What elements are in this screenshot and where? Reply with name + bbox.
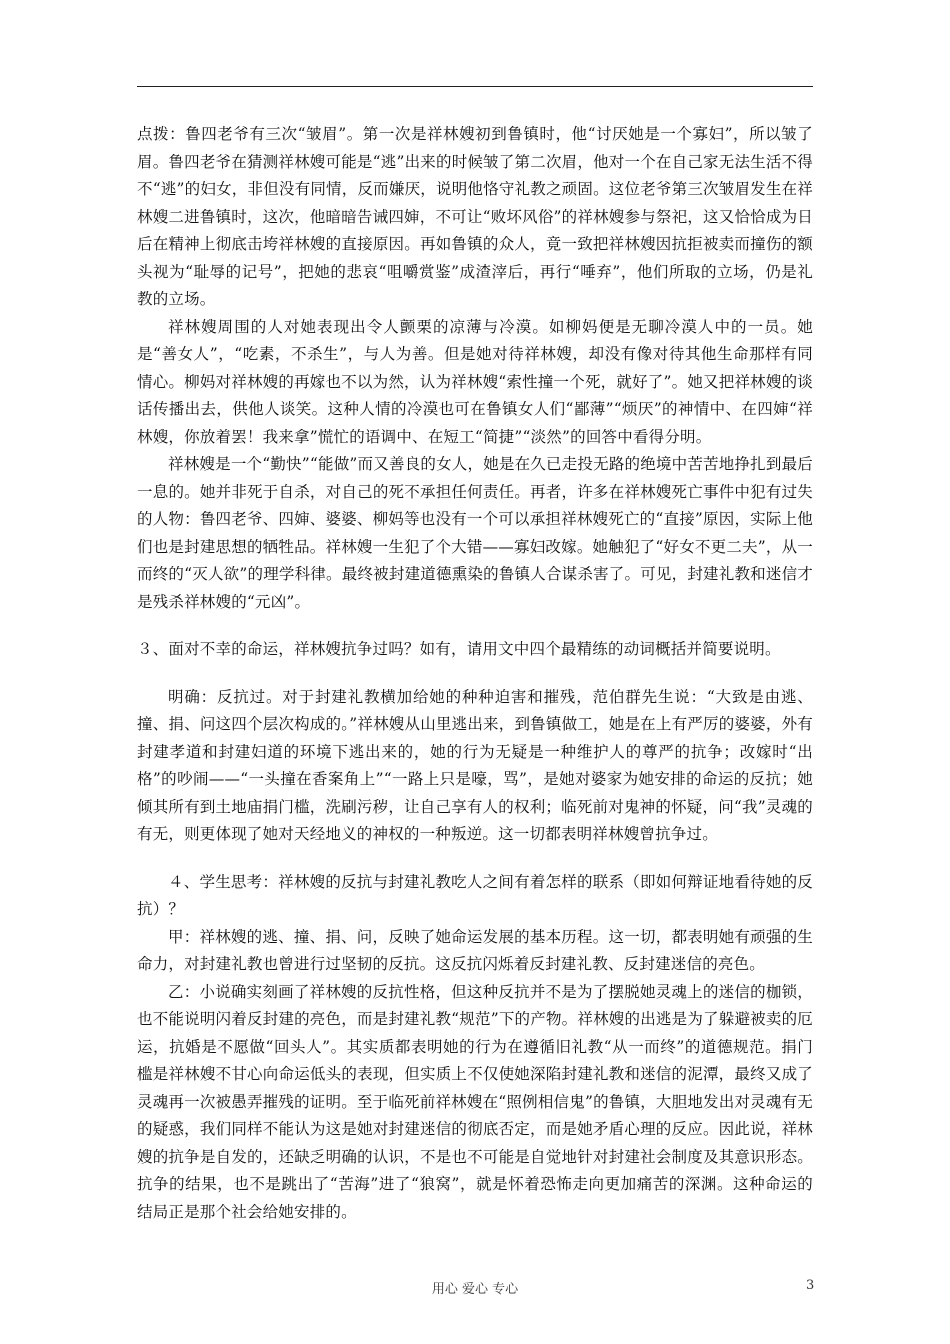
answer-4-a: 甲：祥林嫂的逃、撞、捐、问，反映了她命运发展的基本历程。这一切，都表明她有顽强的生命力，对封建礼教也曾进行过坚韧的反抗。这反抗闪烁着反封建礼教、反封建迷信的亮色。 xyxy=(137,927,813,973)
document-body xyxy=(137,121,813,1226)
question-3: ３、面对不幸的命运，祥林嫂抗争过吗？如有，请用文中四个最精练的动词概括并简要说明。 xyxy=(137,640,781,658)
header-rule xyxy=(137,86,813,87)
page-number: 3 xyxy=(806,1278,815,1293)
footer-slogan: 用心 爱心 专心 xyxy=(431,1282,519,1297)
paragraph-coldness: 祥林嫂周围的人对她表现出令人颤栗的凉薄与冷漠。如柳妈便是无聊冷漠人中的一员。她是“善女人”，“吃素，不杀生”，与人为善。但是她对待祥林嫂，却没有像对待其他生命那样有同情心。柳妈对祥林嫂的再嫁也不以为然，认为祥林嫂“索性撞一个死，就好了”。她又把祥林嫂的谈话传播出去，供他人谈笑。这种人情的冷漠也可在鲁镇女人们“鄙薄”“烦厌”的神情中、在四婶“祥林嫂，你放着罢！我来拿”慌忙的语调中、在短工“简捷”“淡然”的回答中看得分明。 xyxy=(137,317,813,446)
question-4: ４、学生思考：祥林嫂的反抗与封建礼教吃人之间有着怎样的联系（即如何辩证地看待她的反抗）？ xyxy=(137,872,813,918)
paragraph-commentary: 点拨：鲁四老爷有三次“皱眉”。第一次是祥林嫂初到鲁镇时，他“讨厌她是一个寡妇”，所以皱了眉。鲁四老爷在猜测祥林嫂可能是“逃”出来的时候皱了第二次眉，他对一个在自己家无法生活不得不“逃”的妇女，非但没有同情，反而嫌厌，说明他恪守礼教之顽固。这位老爷第三次皱眉发生在祥林嫂二进鲁镇时，这次，他暗暗告诫四婶，不可让“败坏风俗”的祥林嫂参与祭祀，这又恰恰成为日后在精神上彻底击垮祥林嫂的直接原因。再如鲁镇的众人，竟一致把祥林嫂因抗拒被卖而撞伤的额头视为“耻辱的记号”，把她的悲哀“咀嚼赏鉴”成渣滓后，再行“唾弃”，他们所取的立场，仍是礼教的立场。 xyxy=(137,125,813,308)
answer-4-b: 乙：小说确实刻画了祥林嫂的反抗性格，但这种反抗并不是为了摆脱她灵魂上的迷信的枷锁，也不能说明闪着反封建的亮色，而是封建礼教“规范”下的产物。祥林嫂的出逃是为了躲避被卖的厄运，抗婚是不愿做“回头人”。其实质都表明她的行为在遵循旧礼教“从一而终”的道德规范。捐门槛是祥林嫂不甘心向命运低头的表现，但实质上不仅使她深陷封建礼教和迷信的泥潭，最终又成了灵魂再一次被愚弄摧残的证明。至于临死前祥林嫂在“照例相信鬼”的鲁镇，大胆地发出对灵魂有无的疑惑，我们同样不能认为这是她对封建迷信的彻底否定，而是她矛盾心理的反应。因此说，祥林嫂的抗争是自发的，还缺乏明确的认识，不是也不可能是自觉地针对封建社会制度及其意识形态。抗争的结果，也不是跳出了“苦海”进了“狼窝”，就是怀着恐怖走向更加痛苦的深渊。这种命运的结局正是那个社会给她安排的。 xyxy=(137,982,813,1221)
answer-3: 明确：反抗过。对于封建礼教横加给她的种种迫害和摧残，范伯群先生说：“大致是由逃、撞、捐、问这四个层次构成的。”祥林嫂从山里逃出来，到鲁镇做工，她是在上有严厉的婆婆，外有封建孝道和封建妇道的环境下逃出来的，她的行为无疑是一种维护人的尊严的抗争；改嫁时“出格”的吵闹——“一头撞在香案角上”“一路上只是嚎，骂”，是她对婆家为她安排的命运的反抗；她倾其所有到土地庙捐门槛，洗刷污秽，让自己享有人的权利；临死前对鬼神的怀疑，问“我”灵魂的有无，则更体现了她对天经地义的神权的一种叛逆。这一切都表明祥林嫂曾抗争过。 xyxy=(137,687,813,843)
paragraph-culprit: 祥林嫂是一个“勤快”“能做”而又善良的女人，她是在久已走投无路的绝境中苦苦地挣扎到最后一息的。她并非死于自杀，对自己的死不承担任何责任。再者，许多在祥林嫂死亡事件中犯有过失的人物：鲁四老爷、四婶、婆婆、柳妈等也没有一个可以承担祥林嫂死亡的“直接”原因，实际上他们也是封建思想的牺牲品。祥林嫂一生犯了个大错——寡妇改嫁。她触犯了“好女不更二夫”，从一而终的“灭人欲”的理学科律。最终被封建道德熏染的鲁镇人合谋杀害了。可见，封建礼教和迷信才是残杀祥林嫂的“元凶”。 xyxy=(137,455,813,611)
